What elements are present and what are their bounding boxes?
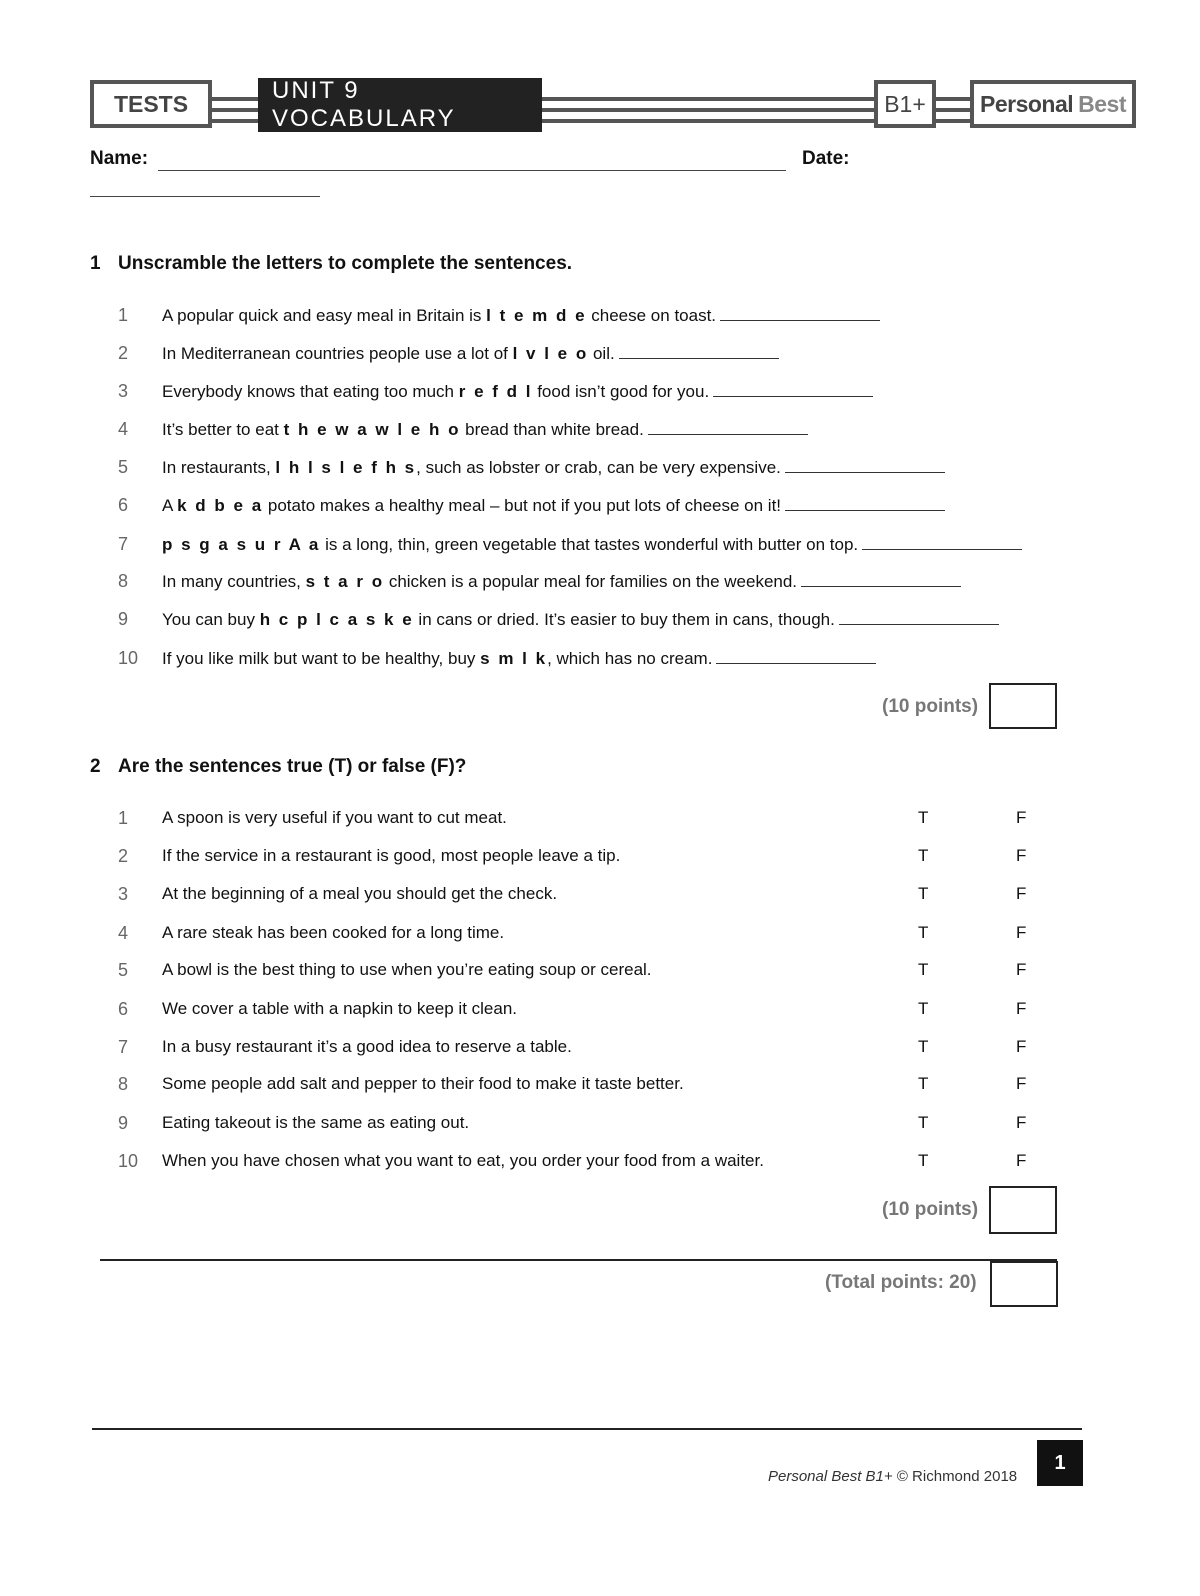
false-option[interactable]: F (1016, 1151, 1027, 1170)
sentence-after: food isn’t good for you. (532, 382, 710, 401)
list-item (0, 648, 1200, 678)
sentence-after: cheese on toast. (586, 306, 717, 325)
true-option[interactable]: T (918, 884, 929, 903)
list-item (0, 960, 1200, 990)
item-sentence (162, 381, 873, 402)
section-number: 2 (90, 756, 101, 777)
false-option[interactable]: F (1016, 923, 1027, 942)
answer-blank[interactable] (619, 343, 779, 359)
sentence-after: is a long, thin, green vegetable that tastes wonderful with butter on top. (320, 535, 859, 554)
item-number: 9 (118, 1113, 129, 1133)
header-rule (935, 108, 973, 112)
unit-title: UNIT 9 VOCABULARY (258, 78, 542, 132)
section-instructions: Are the sentences true (T) or false (F)? (118, 756, 467, 777)
scrambled-word: s m l k (480, 649, 548, 668)
sentence-after: bread than white bread. (460, 420, 644, 439)
item-number: 5 (118, 960, 129, 980)
false-option[interactable]: F (1016, 808, 1027, 827)
item-sentence: At the beginning of a meal you should get the check. (162, 884, 558, 903)
list-item (0, 495, 1200, 525)
footer-publisher: © Richmond 2018 (892, 1468, 1018, 1485)
sentence-before: If you like milk but want to be healthy, buy (162, 649, 481, 668)
section-2-title (90, 756, 466, 778)
item-sentence (162, 648, 876, 669)
true-option[interactable]: T (918, 960, 929, 979)
true-option[interactable]: T (918, 1037, 929, 1056)
false-option[interactable]: F (1016, 1037, 1027, 1056)
sentence-before: A (162, 496, 178, 515)
list-item (0, 419, 1200, 449)
false-option[interactable]: F (1016, 1113, 1027, 1132)
total-divider (100, 1259, 1057, 1261)
item-sentence: Some people add salt and pepper to their food to make it taste better. (162, 1074, 684, 1093)
list-item (0, 609, 1200, 639)
item-number: 6 (118, 495, 129, 515)
item-number: 7 (118, 1037, 129, 1057)
sentence-after: in cans or dried. It’s easier to buy them in cans, though. (413, 610, 835, 629)
sentence-after: , such as lobster or crab, can be very expensive. (416, 458, 781, 477)
answer-blank[interactable] (862, 534, 1022, 550)
item-sentence: A rare steak has been cooked for a long time. (162, 923, 505, 942)
true-option[interactable]: T (918, 846, 929, 865)
item-sentence (162, 534, 1022, 555)
header-rule (935, 97, 973, 101)
total-points: (Total points: 20) (825, 1272, 977, 1293)
header-rule (935, 119, 973, 123)
item-number: 5 (118, 457, 129, 477)
false-option[interactable]: F (1016, 884, 1027, 903)
section-number: 1 (90, 253, 101, 274)
sentence-before: Everybody knows that eating too much (162, 382, 459, 401)
item-number: 8 (118, 571, 129, 591)
answer-blank[interactable] (785, 495, 945, 511)
false-option[interactable]: F (1016, 1074, 1027, 1093)
page-number: 1 (1037, 1440, 1083, 1486)
item-number: 10 (118, 648, 139, 668)
list-item (0, 1151, 1200, 1181)
false-option[interactable]: F (1016, 999, 1027, 1018)
tests-badge: TESTS (90, 80, 212, 128)
item-sentence (162, 457, 945, 478)
date-label: Date: (802, 148, 850, 169)
item-number: 3 (118, 381, 129, 401)
list-item (0, 999, 1200, 1029)
answer-blank[interactable] (720, 305, 880, 321)
item-number: 4 (118, 923, 129, 943)
name-label: Name: (90, 148, 149, 169)
section-1-score-box[interactable] (989, 683, 1057, 729)
level-badge: B1+ (874, 80, 936, 128)
list-item (0, 571, 1200, 601)
item-sentence: We cover a table with a napkin to keep it clean. (162, 999, 517, 1018)
item-sentence: A spoon is very useful if you want to cut meat. (162, 808, 507, 827)
footer-copyright (768, 1468, 1017, 1485)
list-item (0, 1037, 1200, 1067)
list-item (0, 343, 1200, 373)
sentence-before: In many countries, (162, 572, 306, 591)
scrambled-word: l v l e o (512, 344, 589, 363)
sentence-before: In restaurants, (162, 458, 276, 477)
false-option[interactable]: F (1016, 846, 1027, 865)
brand-logo (970, 80, 1136, 128)
scrambled-word: r e f d l (458, 382, 533, 401)
item-number: 10 (118, 1151, 139, 1171)
item-sentence: A bowl is the best thing to use when you’re eating soup or cereal. (162, 960, 652, 979)
item-sentence (162, 419, 808, 440)
brand-best: Best (1078, 90, 1126, 117)
answer-blank[interactable] (801, 571, 961, 587)
false-option[interactable]: F (1016, 960, 1027, 979)
item-sentence: If the service in a restaurant is good, most people leave a tip. (162, 846, 621, 865)
item-sentence: Eating takeout is the same as eating out. (162, 1113, 470, 1132)
item-number: 2 (118, 343, 129, 363)
section-instructions: Unscramble the letters to complete the sentences. (118, 253, 573, 274)
sentence-after: potato makes a healthy meal – but not if you put lots of cheese on it! (263, 496, 782, 515)
item-sentence (162, 571, 961, 592)
item-sentence (162, 305, 880, 326)
list-item (0, 305, 1200, 335)
item-number: 7 (118, 534, 129, 554)
answer-blank[interactable] (648, 419, 808, 435)
item-number: 2 (118, 846, 129, 866)
true-option[interactable]: T (918, 1151, 929, 1170)
scrambled-word: l h l s l e f h s (275, 458, 417, 477)
item-number: 4 (118, 419, 129, 439)
total-score-box[interactable] (990, 1261, 1058, 1307)
list-item (0, 808, 1200, 838)
scrambled-word: t h e w a w l e h o (283, 420, 461, 439)
list-item (0, 1074, 1200, 1104)
answer-blank[interactable] (785, 457, 945, 473)
sentence-after: oil. (588, 344, 615, 363)
answer-blank[interactable] (716, 648, 876, 664)
item-number: 1 (118, 808, 129, 828)
list-item (0, 923, 1200, 953)
section-1-title (90, 253, 572, 275)
scrambled-word: k d b e a (177, 496, 264, 515)
list-item (0, 846, 1200, 876)
item-number: 1 (118, 305, 129, 325)
true-option[interactable]: T (918, 999, 929, 1018)
item-number: 9 (118, 609, 129, 629)
brand-personal: Personal (979, 90, 1074, 117)
section-1-points: (10 points) (882, 696, 979, 717)
footer-divider (92, 1428, 1082, 1430)
sentence-before: A popular quick and easy meal in Britain is (162, 306, 487, 325)
list-item (0, 1113, 1200, 1143)
sentence-after: , which has no cream. (547, 649, 713, 668)
true-option[interactable]: T (918, 1113, 929, 1132)
item-sentence: In a busy restaurant it’s a good idea to reserve a table. (162, 1037, 572, 1056)
true-option[interactable]: T (918, 923, 929, 942)
section-2-points: (10 points) (882, 1199, 979, 1220)
scrambled-word: p s g a s u r A a (162, 535, 321, 554)
item-number: 3 (118, 884, 129, 904)
sentence-before: In Mediterranean countries people use a lot of (162, 344, 513, 363)
footer-book: Personal Best B1+ (768, 1468, 893, 1485)
item-sentence (162, 495, 945, 516)
sentence-after: chicken is a popular meal for families on the weekend. (384, 572, 798, 591)
scrambled-word: h c p l c a s k e (259, 610, 414, 629)
list-item (0, 457, 1200, 487)
sentence-before: You can buy (162, 610, 260, 629)
item-sentence (162, 609, 999, 630)
answer-blank[interactable] (713, 381, 873, 397)
list-item (0, 534, 1200, 564)
section-2-score-box[interactable] (989, 1186, 1057, 1234)
sentence-before: It’s better to eat (162, 420, 284, 439)
item-number: 6 (118, 999, 129, 1019)
true-option[interactable]: T (918, 808, 929, 827)
list-item (0, 381, 1200, 411)
item-number: 8 (118, 1074, 129, 1094)
scrambled-word: s t a r o (305, 572, 385, 591)
name-field[interactable] (158, 170, 786, 171)
true-option[interactable]: T (918, 1074, 929, 1093)
date-field[interactable] (90, 196, 320, 197)
list-item (0, 884, 1200, 914)
scrambled-word: l t e m d e (486, 306, 587, 325)
item-sentence (162, 343, 779, 364)
item-sentence: When you have chosen what you want to eat, you order your food from a waiter. (162, 1151, 764, 1170)
answer-blank[interactable] (839, 609, 999, 625)
